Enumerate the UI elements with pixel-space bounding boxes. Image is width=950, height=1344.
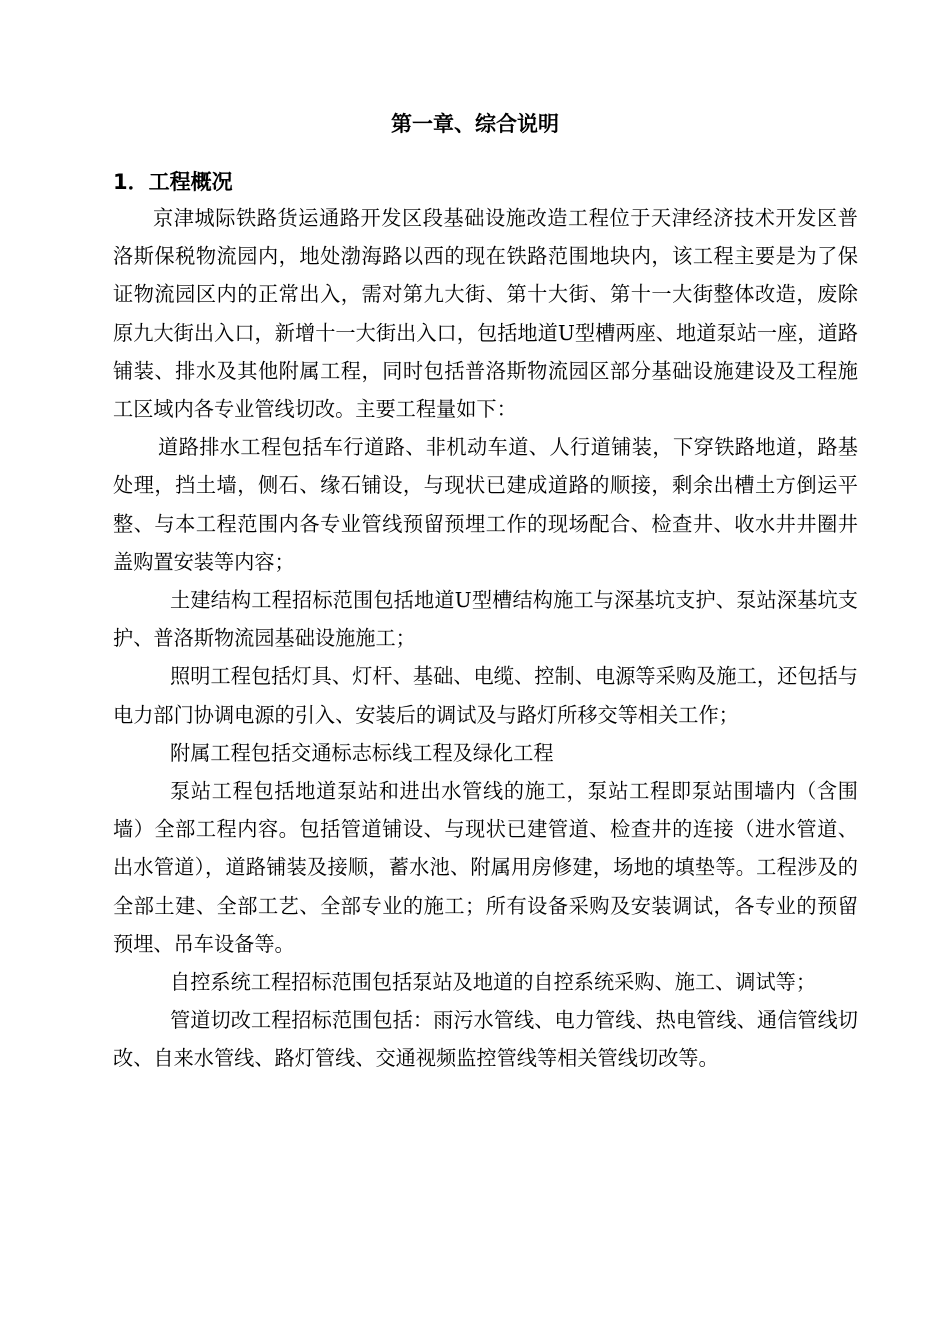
paragraph-automation: 自控系统工程招标范围包括泵站及地道的自控系统采购、施工、调试等； bbox=[170, 970, 817, 995]
paragraph-lighting: 照明工程包括灯具、灯杆、基础、电缆、控制、电源等采购及施工，还包括与电力部门协调电源的引入、安装后的调试及与路灯所移交等相关工作； bbox=[113, 664, 858, 727]
paragraph-pipeline-relocation: 管道切改工程招标范围包括：雨污水管线、电力管线、热电管线、通信管线切改、自来水管线、路灯管线、交通视频监控管线等相关管线切改等。 bbox=[113, 1008, 858, 1071]
paragraph-road-drainage: 道路排水工程包括车行道路、非机动车道、人行道铺装，下穿铁路地道，路基处理，挡土墙，侧石、缘石铺设，与现状已建成道路的顺接，剩余出槽土方倒运平整、与本工程范围内各专业管线预留预埋工作的现场配合、检查井、收水井井圈井盖购置安装等内容； bbox=[113, 435, 858, 574]
paragraph-pump-station: 泵站工程包括地道泵站和进出水管线的施工，泵站工程即泵站围墙内（含围墙）全部工程内容。包括管道铺设、与现状已建管道、检查井的连接（进水管道、出水管道），道路铺装及接顺，蓄水池、附属用房修建，场地的填垫等。工程涉及的全部土建、全部工艺、全部专业的施工；所有设备采购及安装调试，各专业的预留预埋、吊车设备等。 bbox=[113, 779, 858, 956]
body-text bbox=[113, 199, 858, 1078]
chapter-title: 第一章、综合说明 bbox=[391, 112, 559, 136]
paragraph-civil-structure: 土建结构工程招标范围包括地道U型槽结构施工与深基坑支护、泵站深基坑支护、普洛斯物流园基础设施施工； bbox=[113, 588, 858, 651]
paragraph-project-location: 京津城际铁路货运通路开发区段基础设施改造工程位于天津经济技术开发区普洛斯保税物流园内，地处渤海路以西的现在铁路范围地块内，该工程主要是为了保证物流园区内的正常出入，需对第九大街、第十大街、第十一大街整体改造，废除原九大街出入口，新增十一大街出入口，包括地道U型槽两座、地道泵站一座，道路铺装、排水及其他附属工程，同时包括普洛斯物流园区部分基础设施建设及工程施工区域内各专业管线切改。主要工程量如下： bbox=[113, 206, 858, 422]
paragraph-ancillary: 附属工程包括交通标志标线工程及绿化工程 bbox=[170, 740, 554, 765]
section-heading: 1．工程概况 bbox=[113, 170, 233, 194]
